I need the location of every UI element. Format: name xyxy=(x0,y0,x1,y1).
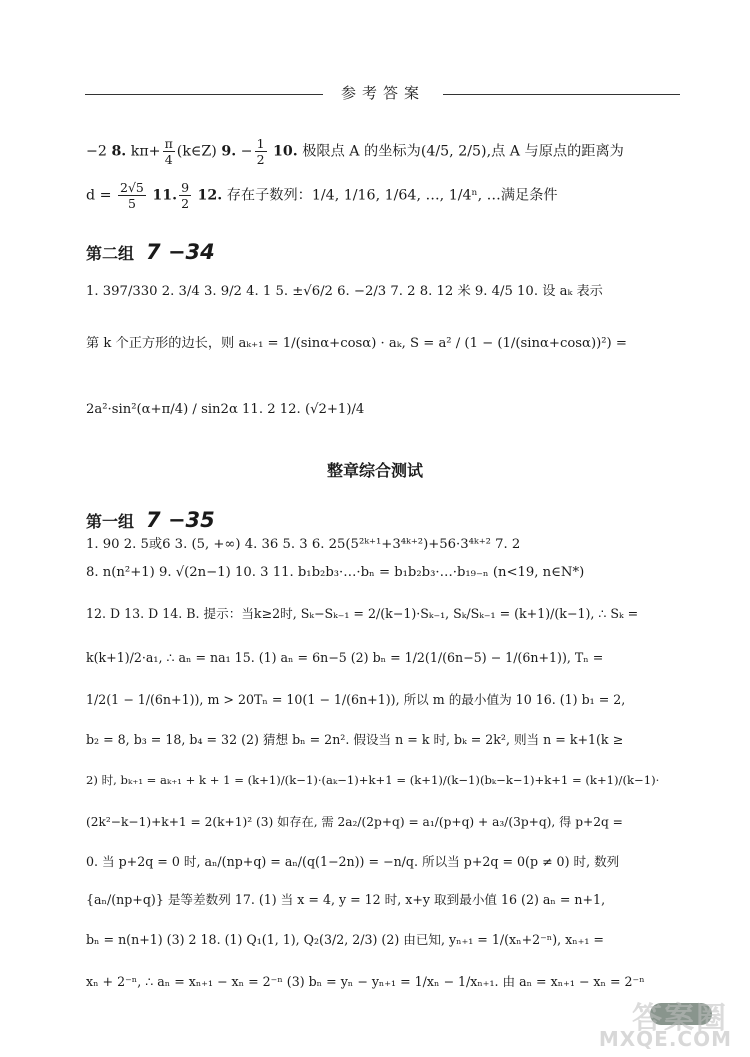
fraction xyxy=(163,136,175,167)
text: d = xyxy=(86,187,116,204)
denominator: 4 xyxy=(164,152,173,167)
chapter-title: 整章综合测试 xyxy=(326,461,423,480)
group1-line-12: xₙ + 2⁻ⁿ, ∴ aₙ = xₙ₊₁ − xₙ = 2⁻ⁿ (3) bₙ = yₙ − yₙ₊₁ = 1/xₙ − 1/xₙ₊₁. 由 aₙ = xₙ₊₁ − xₙ = 2⁻ⁿ xyxy=(86,974,645,989)
item-number: 12. xyxy=(197,187,223,204)
watermark-logo xyxy=(578,993,738,1051)
section-label: 第二组 xyxy=(86,244,135,263)
item-number: 8. xyxy=(111,143,127,160)
group1-line-7: 2) 时, bₖ₊₁ = aₖ₊₁ + k + 1 = (k+1)/(k−1)·(aₖ−1)+k+1 = (k+1)/(k−1)(bₖ−k−1)+k+1 = (k+1)/(k−1)· xyxy=(86,773,660,787)
header-rule-left xyxy=(85,94,323,95)
text: −2 xyxy=(86,143,112,160)
numerator: 2√5 xyxy=(120,180,144,195)
watermark-text: 答案圈 xyxy=(632,1001,728,1036)
group1-line-3: 12. D 13. D 14. B. 提示：当k≥2时, Sₖ−Sₖ₋₁ = 2/(k−1)·Sₖ₋₁, Sₖ/Sₖ₋₁ = (k+1)/(k−1), ∴ Sₖ = xyxy=(86,606,639,621)
section-heading-group1 xyxy=(86,508,215,532)
group1-line-11: bₙ = n(n+1) (3) 2 18. (1) Q₁(1, 1), Q₂(3/2, 2/3) (2) 由已知, yₙ₊₁ = 1/(xₙ+2⁻ⁿ), xₙ₊₁ = xyxy=(86,932,604,947)
section-label: 第一组 xyxy=(86,512,135,531)
page-header xyxy=(85,82,680,106)
section-heading-group2 xyxy=(86,240,215,264)
item-number: 9. xyxy=(221,143,237,160)
group2-line-3: 2a²·sin²(α+π/4) / sin2α 11. 2 12. (√2+1)/4 xyxy=(86,402,365,417)
fraction xyxy=(255,136,267,167)
header-title: 参考答案 xyxy=(340,84,425,102)
text: (k∈Z) xyxy=(176,143,222,160)
group1-line-10: {aₙ/(np+q)} 是等差数列 17. (1) 当 x = 4, y = 12 时, x+y 取到最小值 16 (2) aₙ = n+1, xyxy=(86,892,606,907)
watermark-url: MXQE.COM xyxy=(598,1027,732,1051)
section-code: 7 −35 xyxy=(146,508,215,532)
text: ,点 A 与原点的距离为 xyxy=(486,143,624,160)
fraction xyxy=(118,180,146,211)
group1-line-6: b₂ = 8, b₃ = 18, b₄ = 32 (2) 猜想 bₙ = 2n². 假设当 n = k 时, bₖ = 2k², 则当 n = k+1(k ≥ xyxy=(86,732,624,747)
group2-line-2: 第 k 个正方形的边长，则 aₖ₊₁ = 1/(sinα+cosα) · aₖ, S = a² / (1 − (1/(sinα+cosα))²) = xyxy=(86,336,627,351)
group1-line-8: (2k²−k−1)+k+1 = 2(k+1)² (3) 如存在, 需 2a₂/(2p+q) = a₁/(p+q) + a₃/(3p+q), 得 p+2q = xyxy=(86,815,623,829)
numerator: 1 xyxy=(256,136,265,151)
coordinate: (4/5, 2/5) xyxy=(420,143,487,160)
denominator: 2 xyxy=(181,196,190,211)
top-line-1 xyxy=(86,136,690,167)
item-number: 10. xyxy=(273,143,298,160)
group1-line-9: 0. 当 p+2q = 0 时, aₙ/(np+q) = aₙ/(q(1−2n)) = −n/q. 所以当 p+2q = 0(p ≠ 0) 时, 数列 xyxy=(86,854,620,869)
group1-line-4: k(k+1)/2·a₁, ∴ aₙ = na₁ 15. (1) aₙ = 6n−5 (2) bₙ = 1/2(1/(6n−5) − 1/(6n+1)), Tₙ = xyxy=(86,650,604,665)
header-rule-right xyxy=(443,94,680,95)
group1-line-5: 1/2(1 − 1/(6n+1)), m > 20Tₙ = 10(1 − 1/(6n+1)), 所以 m 的最小值为 10 16. (1) b₁ = 2, xyxy=(86,692,626,707)
text: − xyxy=(236,143,253,160)
numerator: π xyxy=(164,136,173,151)
numerator: 9 xyxy=(181,180,190,195)
denominator: 5 xyxy=(127,196,136,211)
text: kπ+ xyxy=(126,143,161,160)
denominator: 2 xyxy=(256,152,265,167)
section-code: 7 −34 xyxy=(146,240,215,264)
group2-line-1: 1. 397/330 2. 3/4 3. 9/2 4. 1 5. ±√6/2 6. −2/3 7. 2 8. 12 米 9. 4/5 10. 设 aₖ 表示 xyxy=(86,284,603,299)
top-line-2 xyxy=(86,180,690,211)
fraction xyxy=(179,180,191,211)
text: 存在子数列：1/4, 1/16, 1/64, …, 1/4ⁿ, …满足条件 xyxy=(222,187,558,204)
text: 极限点 A 的坐标为 xyxy=(297,143,421,160)
group1-line-1: 1. 90 2. 5或6 3. (5, +∞) 4. 36 5. 3 6. 25(5²ᵏ⁺¹+3⁴ᵏ⁺²)+56·3⁴ᵏ⁺² 7. 2 xyxy=(86,537,521,552)
group1-line-2: 8. n(n²+1) 9. √(2n−1) 10. 3 11. b₁b₂b₃·…·bₙ = b₁b₂b₃·…·b₁₉₋ₙ (n<19, n∈N*) xyxy=(86,565,585,580)
item-number: 11. xyxy=(152,187,178,204)
